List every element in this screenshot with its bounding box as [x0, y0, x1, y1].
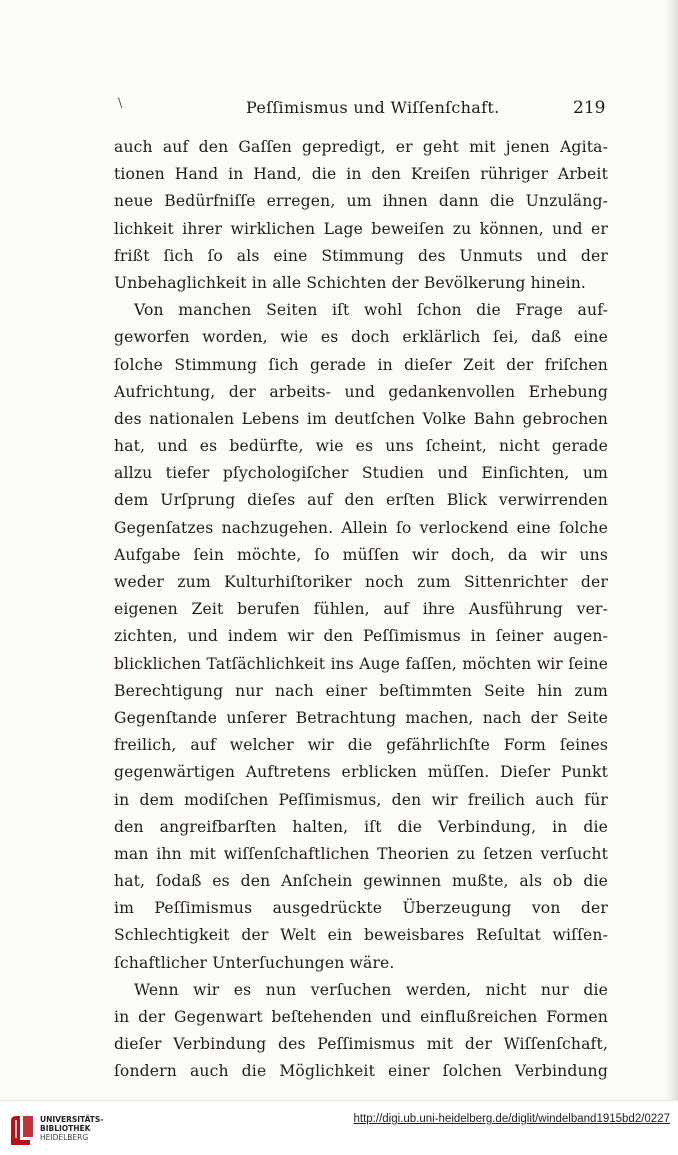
university-library-logo-icon [8, 1113, 36, 1147]
library-name-line2: BIBLIOTHEK [40, 1124, 91, 1133]
text-line: hat, und es bedürfte, wie es uns ſcheint, nicht gerade [114, 437, 608, 456]
text-line: hat, ſodaß es den Anſchein gewinnen mußte, als ob die [114, 872, 608, 891]
running-head [0, 98, 678, 122]
text-line: des nationalen Lebens im deutſchen Volke Bahn gebrochen [114, 409, 608, 428]
text-line: ſolche Stimmung ſich gerade in dieſer Zeit der friſchen [114, 355, 608, 374]
text-line: Schlechtigkeit der Welt ein beweisbares Reſultat wiſſen- [114, 926, 608, 945]
text-line: dieſer Verbindung des Peſſimismus mit der Wiſſenſchaft, [114, 1035, 608, 1054]
text-line: in der Gegenwart beſtehenden und einflußreichen Formen [114, 1008, 608, 1026]
text-line: Gegenſatzes nachzugehen. Allein ſo verlockend eine ſolche [114, 518, 608, 537]
text-line: eigenen Zeit berufen fühlen, auf ihre Ausführung ver- [114, 600, 608, 619]
text-line: im Peſſimismus ausgedrückte Überzeugung von der [114, 899, 608, 918]
text-line: ſondern auch die Möglichkeit einer ſolchen Verbindung [114, 1062, 608, 1081]
text-line: Berechtigung nur nach einer beſtimmten Seite hin zum [114, 681, 608, 700]
library-name-line3: HEIDELBERG [40, 1133, 89, 1142]
text-line: in dem modiſchen Peſſimismus, den wir freilich auch für [114, 790, 608, 809]
page-edge-shadow [664, 0, 678, 1100]
text-line: tionen Hand in Hand, die in den Kreiſen rühriger Arbeit [114, 165, 608, 184]
text-line: Aufgabe ſein möchte, ſo müſſen wir doch, da wir uns [114, 545, 608, 564]
text-line: Aufrichtung, der arbeits- und gedankenvollen Erhebung [114, 382, 608, 401]
body-text [114, 134, 608, 1086]
text-line: geworfen worden, wie es doch erklärlich ſei, daß eine [114, 328, 608, 347]
library-name-line1: UNIVERSITÄTS- [40, 1115, 104, 1124]
library-name [40, 1115, 103, 1142]
text-line: Unbehaglichkeit in alle Schichten der Bevölkerung hinein. [114, 273, 587, 292]
text-line: Wenn wir es nun verſuchen werden, nicht nur die [134, 980, 608, 999]
text-line: Von manchen Seiten iſt wohl ſchon die Frage auf- [134, 301, 608, 320]
text-line: auch auf den Gaſſen gepredigt, er geht mit jenen Agita- [114, 138, 608, 156]
text-line: man ihn mit wiſſenſchaftlichen Theorien zu ſetzen verſucht [114, 844, 608, 863]
footer-bar [0, 1100, 678, 1155]
text-line: Gegenſtande unſerer Betrachtung machen, nach der Seite [114, 708, 608, 727]
text-line: blicklichen Tatſächlichkeit ins Auge faſſen, möchten wir ſeine [114, 654, 608, 673]
text-line: ſchaftlicher Unterſuchungen wäre. [114, 953, 395, 972]
source-url-link[interactable]: http://digi.ub.uni-heidelberg.de/diglit/windelband1915bd2/0227 [353, 1113, 670, 1125]
margin-mark: \ [118, 96, 123, 111]
text-line: neue Bedürfniſſe erregen, um ihnen dann die Unzuläng- [114, 192, 608, 211]
page-number: 219 [573, 98, 606, 118]
text-line: weder zum Kulturhiſtoriker noch zum Sittenrichter der [114, 573, 608, 591]
text-line: dem Urſprung dieſes auf den erſten Blick verwirrenden [114, 491, 608, 510]
text-line: frißt ſich ſo als eine Stimmung des Unmuts und der [114, 246, 608, 265]
text-line: den angreifbarſten halten, iſt die Verbindung, in die [114, 817, 608, 836]
text-line: lichkeit ihrer wirklichen Lage beweiſen zu können, und er [114, 219, 608, 238]
running-title: Peſſimismus und Wiſſenſchaft. [246, 98, 500, 117]
text-line: zichten, und indem wir den Peſſimismus in ſeiner augen- [114, 627, 608, 646]
text-line: freilich, auf welcher wir die gefährlichſte Form ſeines [114, 736, 608, 755]
text-line: gegenwärtigen Auftretens erblicken müſſen. Dieſer Punkt [114, 763, 608, 782]
text-line: allzu tiefer pſychologiſcher Studien und Einſichten, um [114, 464, 608, 483]
